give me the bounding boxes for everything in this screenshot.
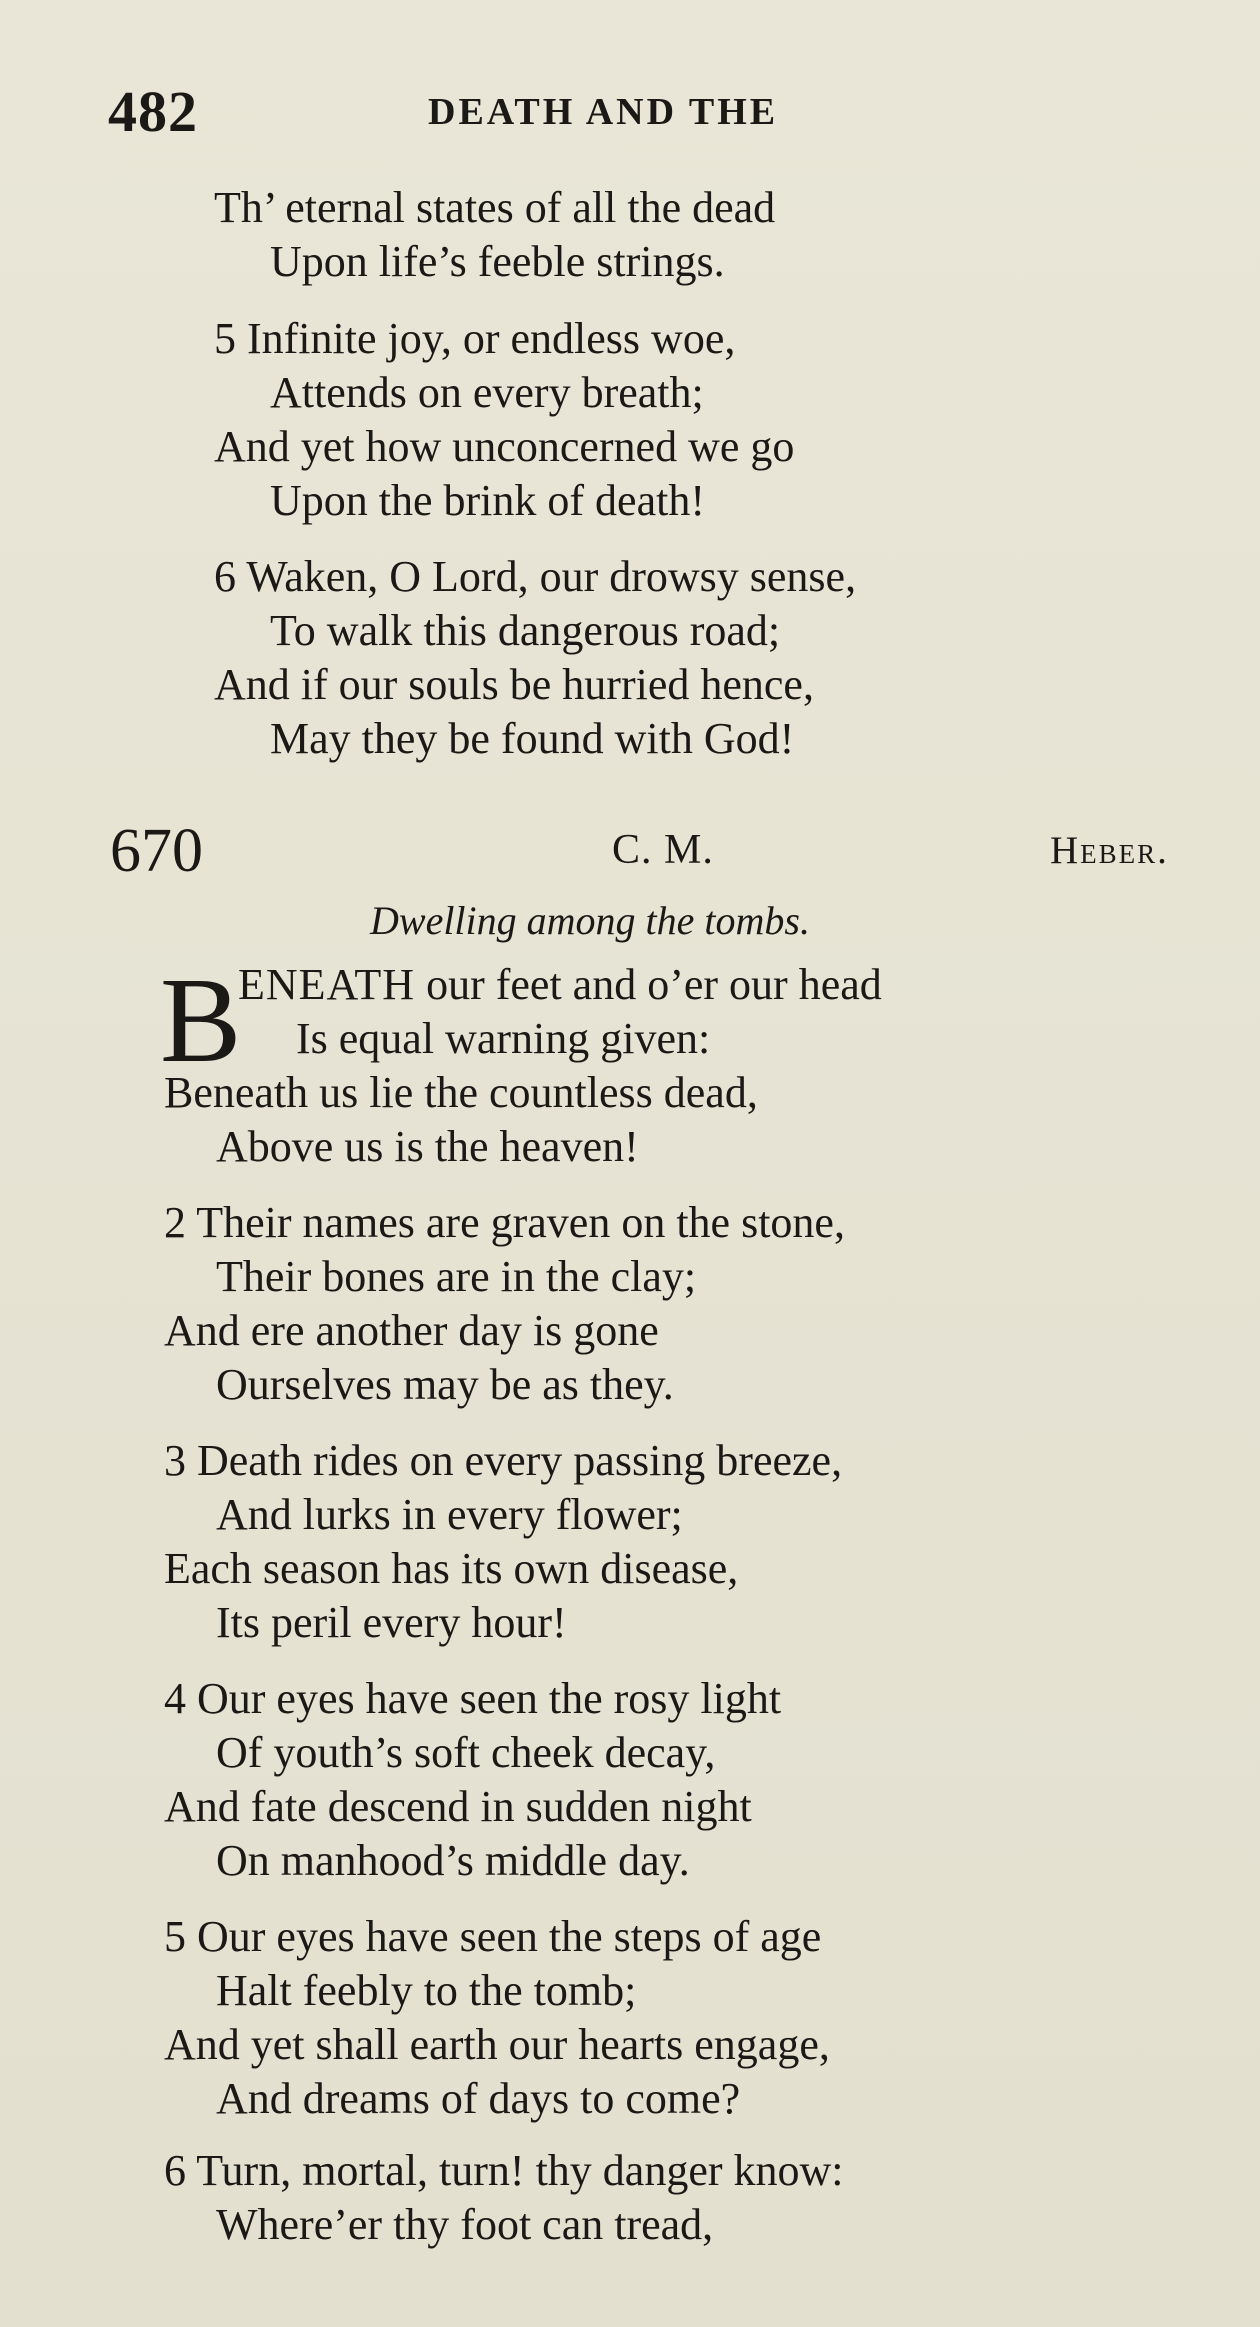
- hymn-line: Is equal warning given:: [296, 1014, 711, 1063]
- hymn-line: On manhood’s middle day.: [216, 1836, 690, 1885]
- hymn-line: May they be found with God!: [270, 714, 795, 763]
- hymn-number: 670: [110, 817, 203, 885]
- hymn-line: Of youth’s soft cheek decay,: [216, 1728, 716, 1777]
- hymn-meter: C. M.: [612, 827, 714, 873]
- hymn-line: To walk this dangerous road;: [270, 606, 781, 655]
- drop-cap: B: [160, 953, 242, 1088]
- hymn-line: 5 Our eyes have seen the steps of age: [164, 1912, 822, 1961]
- running-head: DEATH AND THE: [428, 91, 779, 133]
- hymn-line: Attends on every breath;: [270, 368, 704, 417]
- hymn-line: And ere another day is gone: [164, 1306, 659, 1355]
- first-line-rest: our feet and o’er our head: [415, 960, 882, 1009]
- page-number: 482: [108, 79, 198, 144]
- hymn-line: And fate descend in sudden night: [164, 1782, 752, 1831]
- hymn-line: And if our souls be hurried hence,: [214, 660, 814, 709]
- hymn-line: Halt feebly to the tomb;: [216, 1966, 637, 2015]
- hymn-line: 4 Our eyes have seen the rosy light: [164, 1674, 782, 1723]
- hymn-line: Above us is the heaven!: [216, 1122, 639, 1171]
- page-header: [108, 78, 1188, 148]
- hymn-line: 6 Waken, O Lord, our drowsy sense,: [214, 552, 857, 601]
- hymn-subtitle: Dwelling among the tombs.: [370, 898, 810, 943]
- hymn-line: Each season has its own disease,: [164, 1544, 739, 1593]
- hymn-line: 6 Turn, mortal, turn! thy danger know:: [164, 2146, 844, 2195]
- hymn-line: Th’ eternal states of all the dead: [214, 183, 776, 232]
- hymn-line: Their bones are in the clay;: [216, 1252, 697, 1301]
- hymn-line: And dreams of days to come?: [216, 2074, 741, 2123]
- first-word-rest: ENEATH: [238, 960, 416, 1009]
- hymn-first-line: [238, 960, 882, 1009]
- hymn-line: 5 Infinite joy, or endless woe,: [214, 314, 736, 363]
- hymn-line: Ourselves may be as they.: [216, 1360, 674, 1409]
- hymn-line: And lurks in every flower;: [216, 1490, 683, 1539]
- hymn-line: And yet how unconcerned we go: [214, 422, 795, 471]
- hymn-author: Heber.: [1050, 829, 1169, 872]
- hymn-line: Beneath us lie the countless dead,: [164, 1068, 758, 1117]
- hymn-line: Its peril every hour!: [216, 1598, 567, 1647]
- hymn-line: Upon life’s feeble strings.: [270, 237, 725, 286]
- hymn-line: And yet shall earth our hearts engage,: [164, 2020, 830, 2069]
- hymn-line: 2 Their names are graven on the stone,: [164, 1198, 845, 1247]
- hymn-line: Where’er thy foot can tread,: [216, 2200, 714, 2249]
- hymn-line: Upon the brink of death!: [270, 476, 705, 525]
- hymn-line: 3 Death rides on every passing breeze,: [164, 1436, 843, 1485]
